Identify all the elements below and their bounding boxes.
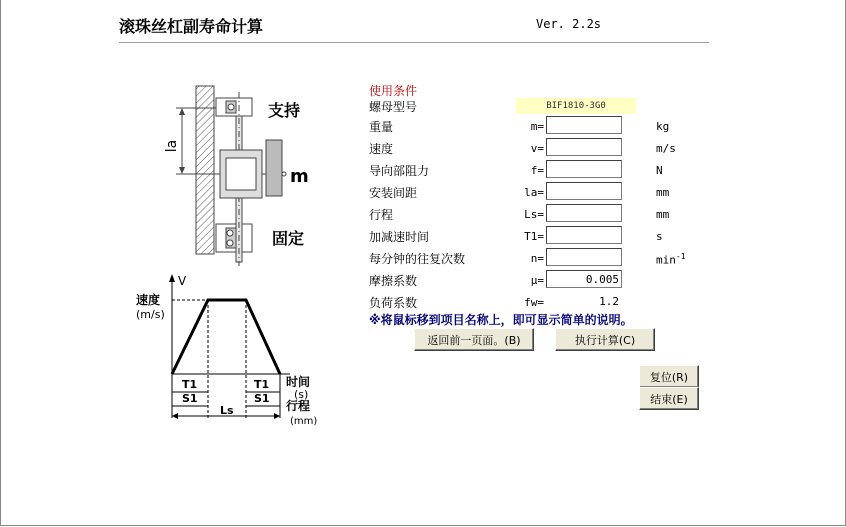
- friction-symbol: μ=: [530, 274, 544, 287]
- speed-unit-label: (m/s): [136, 308, 165, 321]
- t1-left-label: T1: [182, 378, 198, 391]
- friction-label[interactable]: 摩擦系数: [369, 274, 418, 288]
- weight-unit: kg: [656, 120, 670, 133]
- accel-time-input[interactable]: [546, 226, 622, 244]
- friction-input[interactable]: [546, 270, 622, 288]
- support-label: 支持: [268, 101, 301, 120]
- back-button[interactable]: 返回前一页面。(B): [414, 328, 534, 351]
- speed-unit: m/s: [656, 142, 676, 155]
- load-factor-input[interactable]: [546, 292, 622, 310]
- app-title: 滚珠丝杠副寿命计算: [119, 17, 264, 36]
- accel-time-label[interactable]: 加减速时间: [369, 230, 430, 244]
- cycles-label[interactable]: 每分钟的往复次数: [369, 252, 466, 266]
- speed-symbol: v=: [530, 142, 544, 155]
- mount-distance-input[interactable]: [546, 182, 622, 200]
- conditions-section-label: 使用条件: [369, 84, 418, 98]
- weight-label[interactable]: 重量: [369, 120, 394, 134]
- stroke-unit: mm: [656, 208, 670, 221]
- mount-distance-label[interactable]: 安装间距: [369, 186, 418, 200]
- cycles-unit-base: min: [656, 253, 676, 267]
- speed-axis-label: 速度: [136, 293, 161, 307]
- model-value: BIF1810-3G0: [516, 98, 636, 114]
- speed-profile-line: [172, 300, 280, 374]
- reset-button[interactable]: 复位(R): [639, 365, 699, 388]
- s1-right-label: S1: [254, 392, 270, 405]
- title-divider: [119, 42, 709, 43]
- version-label: Ver. 2.2s: [536, 17, 602, 31]
- guide-resistance-input[interactable]: [546, 160, 622, 178]
- stroke-input[interactable]: [546, 204, 622, 222]
- time-axis-label: 时间: [286, 375, 311, 389]
- stroke-label[interactable]: 行程: [369, 208, 394, 222]
- accel-time-symbol: T1=: [524, 230, 544, 243]
- guide-resistance-symbol: f=: [530, 164, 544, 177]
- v-axis-label: V: [178, 274, 187, 288]
- load-factor-label[interactable]: 负荷系数: [369, 296, 418, 310]
- time-unit-label: (s): [294, 388, 309, 401]
- hint-note: ※将鼠标移到项目名称上，即可显示简单的说明。: [369, 313, 633, 327]
- wall-icon: [196, 86, 214, 254]
- mounting-diagram: [130, 70, 330, 270]
- stroke-unit-label: (mm): [290, 416, 318, 427]
- stroke-axis-label: 行程: [286, 399, 311, 413]
- mount-distance-unit: mm: [656, 186, 670, 199]
- load-factor-symbol: fw=: [524, 296, 544, 309]
- ls-label: Ls: [220, 404, 234, 417]
- end-button[interactable]: 结束(E): [639, 387, 699, 410]
- mass-label: m: [290, 166, 309, 187]
- weight-symbol: m=: [530, 120, 544, 133]
- cycles-input[interactable]: [546, 248, 622, 266]
- cycles-unit: [656, 252, 686, 267]
- t1-right-label: T1: [254, 378, 270, 391]
- weight-input[interactable]: [546, 116, 622, 134]
- accel-time-unit: s: [656, 230, 663, 243]
- mount-distance-symbol: la=: [524, 186, 544, 199]
- fixed-label: 固定: [272, 229, 305, 248]
- guide-resistance-unit: N: [656, 164, 663, 177]
- speed-profile-diagram: [130, 268, 330, 430]
- stroke-symbol: Ls=: [524, 208, 544, 221]
- la-label: la: [164, 139, 180, 153]
- guide-resistance-label[interactable]: 导向部阻力: [369, 164, 430, 178]
- calculate-button[interactable]: 执行计算(C): [555, 328, 655, 351]
- s1-left-label: S1: [182, 392, 198, 405]
- speed-label[interactable]: 速度: [369, 142, 394, 156]
- cycles-symbol: n=: [530, 252, 544, 265]
- cycles-unit-sup: -1: [675, 252, 686, 261]
- load-mass-icon: [266, 140, 282, 196]
- model-label: 螺母型号: [369, 100, 418, 114]
- speed-input[interactable]: [546, 138, 622, 156]
